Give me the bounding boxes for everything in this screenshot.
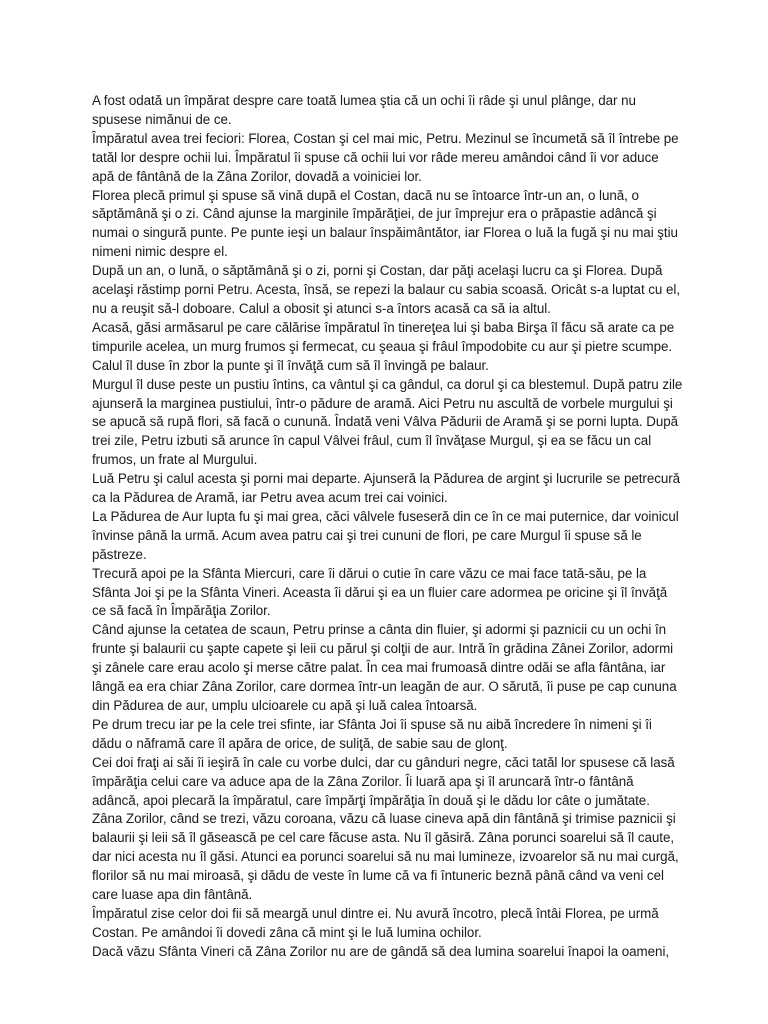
- text-line: dădu o năframă care îl apăra de orice, de suliţă, de sabie sau de glonţ.: [92, 735, 508, 751]
- text-line: timpurile acelea, un murg frumos şi fermecat, cu şeaua şi frâul împodobite cu aur şi pietre scumpe.: [92, 338, 673, 354]
- text-line: care luase apa din fântână.: [92, 887, 253, 903]
- text-line: Costan. Pe amândoi îi dovedi zâna că mint şi le luă lumina ochilor.: [92, 924, 482, 940]
- text-line: Acasă, găsi armăsarul pe care călărise împăratul în tinereţea lui şi baba Birşa îl făcu să arate ca pe: [92, 319, 675, 335]
- paragraph: [92, 810, 732, 905]
- text-line: se apucă să rupă flori, să facă o cunună. Îndată veni Vâlva Pădurii de Aramă şi se porni lupta. După: [92, 414, 679, 430]
- paragraph: [92, 565, 732, 622]
- text-line: După un an, o lună, o săptămână şi o zi, porni şi Costan, dar păţi acelaşi lucru ca şi Florea. După: [92, 263, 663, 279]
- text-line: păstreze.: [92, 546, 147, 562]
- paragraph: [92, 92, 732, 130]
- text-line: Cei doi fraţi ai săi îi ieşiră în cale cu vorbe dulci, dar cu gânduri negre, căci tatăl lor spusese că lasă: [92, 754, 675, 770]
- text-line: învinse până la urmă. Acum avea patru cai şi trei cununi de flori, pe care Murgul îi spuse să le: [92, 527, 642, 543]
- text-line: Sfânta Joi şi pe la Sfânta Vineri. Aceasta îi dărui şi ea un fluier care adormea pe oricine şi îl învăţă: [92, 584, 668, 600]
- text-line: Când ajunse la cetatea de scaun, Petru prinse a cânta din fluier, şi adormi şi paznicii cu un ochi în: [92, 622, 667, 638]
- text-line: Zâna Zorilor, când se trezi, văzu coroana, văzu că luase cineva apă din fântână şi trimise paznicii şi: [92, 811, 676, 827]
- paragraph: [92, 376, 732, 471]
- text-line: A fost odată un împărat despre care toată lumea ştia că un ochi îi râde şi unul plânge, dar nu: [92, 93, 636, 108]
- paragraph: [92, 716, 732, 754]
- text-line: Împăratul avea trei feciori: Florea, Costan şi cel mai mic, Petru. Mezinul se încumetă să îl întrebe pe: [92, 130, 679, 146]
- text-line: lângă ea era chiar Zâna Zorilor, care dormea într-un leagăn de aur. O sărută, îi puse pe cap cununa: [92, 679, 677, 695]
- paragraph: [92, 470, 732, 508]
- text-line: Luă Petru şi calul acesta şi porni mai departe. Ajunseră la Pădurea de argint şi lucrurile se petrecură: [92, 471, 681, 487]
- text-line: balaurii şi leii să îl găsească pe cel care făcuse asta. Nu îl găsiră. Zâna porunci soarelui să îl caute,: [92, 830, 675, 846]
- text-line: acelaşi răstimp porni Petru. Acesta, însă, se repezi la balaur cu sabia scoasă. Oricât s-a luptat cu el,: [92, 282, 680, 298]
- text-line: trei zile, Petru izbuti să arunce în capul Vâlvei frâul, cum îl învăţase Murgul, şi ea se făcu un cal: [92, 433, 652, 449]
- text-line: ajunseră la marginea pustiului, într-o pădure de aramă. Aici Petru nu ascultă de vorbele murgului şi: [92, 395, 673, 411]
- text-line: Trecură apoi pe la Sfânta Miercuri, care îi dărui o cutie în care văzu ce mai face tată-său, pe la: [92, 565, 647, 581]
- paragraph: [92, 754, 732, 811]
- text-line: apă de fântână de la Zâna Zorilor, dovadă a voiniciei lor.: [92, 168, 422, 184]
- text-line: nu a reuşit să-l doboare. Calul a obosit şi atunci s-a întors acasă ca să ia altul.: [92, 300, 551, 316]
- text-line: şi zânele care erau acolo şi merse către palat. În cea mai frumoasă dintre odăi se afla fântâna, iar: [92, 660, 666, 676]
- text-line: săptămână şi o zi. Când ajunse la marginile împărăţiei, de jur împrejur era o prăpastie adâncă şi: [92, 206, 657, 222]
- paragraph: [92, 319, 732, 376]
- text-line: frunte şi balaurii cu şapte capete şi leii cu părul şi colţii de aur. Intră în grădina Zânei Zorilor, adormi: [92, 641, 674, 657]
- text-line: Florea plecă primul şi spuse să vină după el Costan, dacă nu se întoarce într-un an, o lună, o: [92, 187, 639, 203]
- text-line: din Pădurea de aur, umplu ulcioarele cu apă şi luă calea întoarsă.: [92, 698, 478, 713]
- text-line: Calul îl duse în zbor la punte şi îl învăţă cum să îl învingă pe balaur.: [92, 357, 489, 373]
- text-line: Murgul îl duse peste un pustiu întins, ca vântul şi ca gândul, ca dorul şi ca blestemul. După patru zile: [92, 376, 683, 392]
- text-line: numai o singură punte. Pe punte ieşi un balaur înspăimântător, iar Florea o luă la fugă şi nu mai ştiu: [92, 225, 678, 241]
- paragraph: [92, 508, 732, 565]
- text-line: tatăl lor despre ochii lui. Împăratul îi spuse că ochii lui vor râde mereu amândoi când îi vor aduce: [92, 149, 659, 165]
- text-line: frumos, un frate al Murgului.: [92, 452, 258, 468]
- text-line: Dacă văzu Sfânta Vineri că Zâna Zorilor nu are de gândă să dea lumina soarelui înapoi la oameni,: [92, 943, 670, 959]
- text-line: împărăţia celui care va aduce apa de la Zâna Zorilor. Îi luară apa şi îl aruncară într-o fântână: [92, 773, 634, 789]
- text-line: florilor să nu mai miroasă, şi dădu de veste în lume că va fi întuneric beznă până când va veni cel: [92, 868, 664, 884]
- text-line: La Pădurea de Aur lupta fu şi mai grea, căci vâlvele fuseseră din ce în ce mai puternice, dar voinicul: [92, 508, 679, 524]
- document-page: [92, 92, 732, 962]
- paragraph: [92, 621, 732, 716]
- text-line: ca la Pădurea de Aramă, iar Petru avea acum trei cai voinici.: [92, 490, 448, 506]
- text-line: Pe drum trecu iar pe la cele trei sfinte, iar Sfânta Joi îi spuse să nu aibă încredere în nimeni şi îi: [92, 716, 652, 732]
- paragraph: [92, 187, 732, 263]
- paragraph: [92, 262, 732, 319]
- text-line: nimeni nimic despre el.: [92, 244, 228, 260]
- paragraph: [92, 130, 732, 187]
- text-line: spusese nimănui de ce.: [92, 111, 232, 127]
- text-line: Împăratul zise celor doi fii să meargă unul dintre ei. Nu avură încotro, plecă întâi Florea, pe urmă: [92, 905, 659, 921]
- paragraph: [92, 905, 732, 943]
- text-line: dar nici acesta nu îl găsi. Atunci ea porunci soarelui să nu mai lumineze, izvoarelor să nu mai curgă,: [92, 849, 679, 865]
- text-line: adâncă, apoi plecară la împăratul, care împărţi împărăţia în două şi le dădu lor câte o jumătate.: [92, 792, 650, 808]
- text-line: ce să facă în Împărăţia Zorilor.: [92, 603, 271, 619]
- paragraph: [92, 943, 732, 962]
